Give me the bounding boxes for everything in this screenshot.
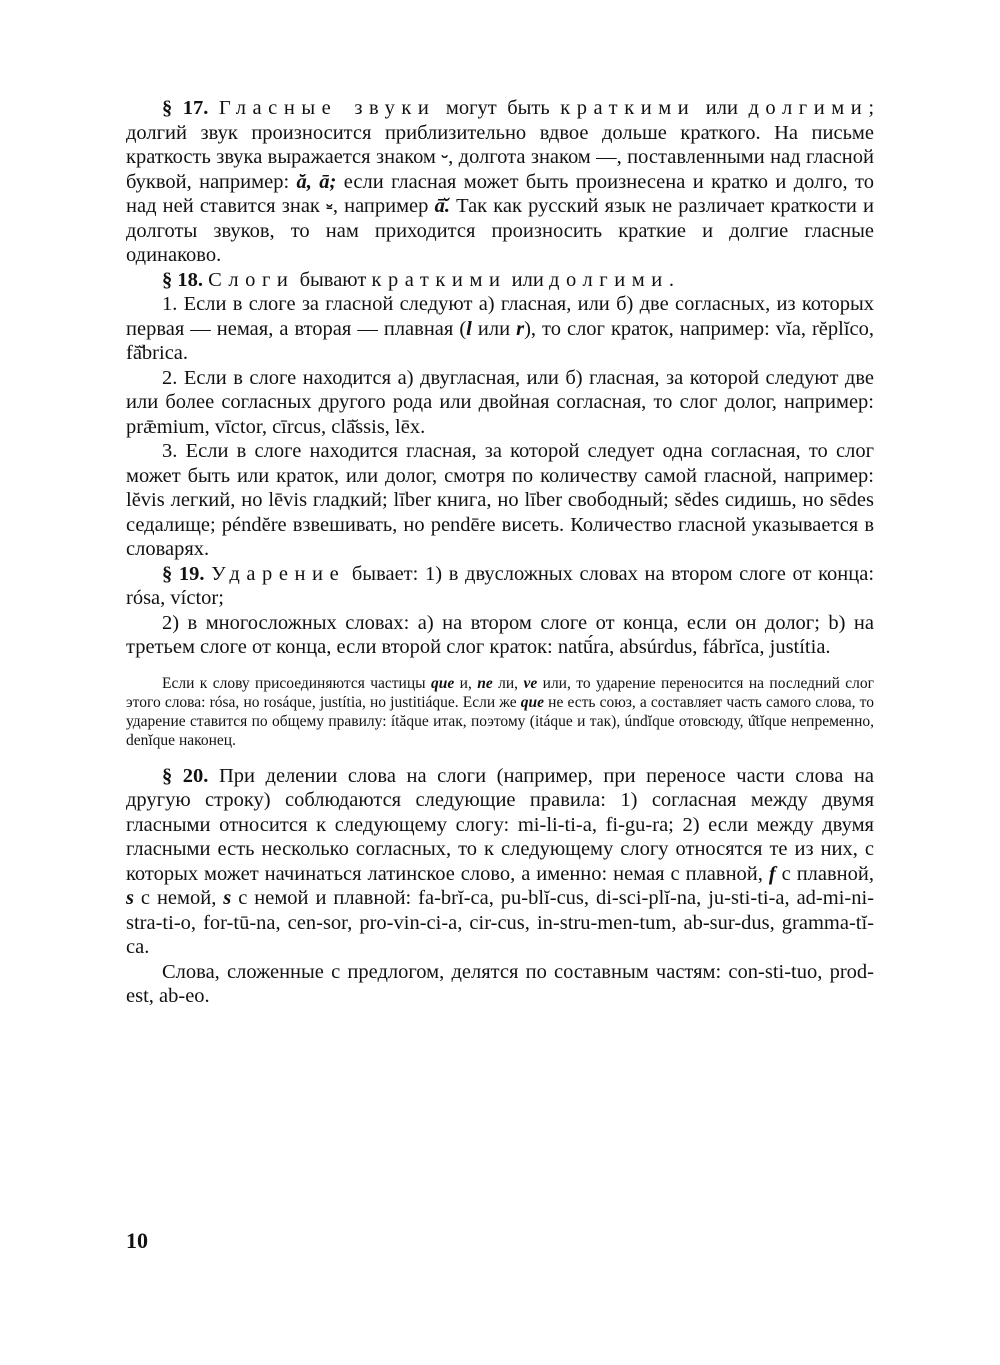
note-text-d: или, то ударение переносится на последний слог этого слова: rósa, но rosáque, justítia, но justitiáque. Если же	[126, 674, 875, 711]
letter-s-2: s	[223, 887, 232, 909]
text-18-1-a: 1. Если в слоге за гласной следуют а) гласная, или б) две согласных, из которых первая — немая, а вторая — плавная (	[126, 293, 874, 340]
section-number-18: § 18.	[162, 268, 203, 291]
term-long-2: долгими	[548, 268, 669, 291]
text-18-b: или	[506, 268, 549, 291]
text-17-d: если гласная может быть произнесена и кратко и долго, то над ней ставится знак ⏓, например	[126, 170, 874, 217]
text-17-b: или	[695, 97, 749, 119]
text-18-1-c: ), то слог краток, например: vĭa, rĕplĭco, fă̆brica.	[126, 317, 875, 364]
paragraph-20	[126, 764, 874, 960]
note-text-c: ли,	[492, 674, 524, 692]
particle-que-2: que	[520, 693, 545, 711]
text-20-b: с плавной,	[775, 862, 874, 885]
section-number-19: § 19.	[162, 562, 205, 585]
text-18-1-b: или	[471, 317, 517, 340]
term-stress: Ударение	[211, 562, 346, 585]
term-long: долгими	[748, 97, 869, 119]
paragraph-18-1	[126, 292, 874, 366]
text-17-e: Так как русский язык не различает краткости и долготы звуков, то нам приходится произносить краткие и долгие гласные одинаково.	[126, 195, 875, 266]
paragraph-18-2: 2. Если в слоге находится а) двугласная, или б) гласная, за которой следуют две или более согласных другого рода или двойная согласная, то слог долог, например: prǣmium, vīctor, cīrcus, clā̆ssis, lēx.	[126, 366, 874, 438]
note-text-a: Если к слову присоединяются частицы	[162, 674, 431, 692]
particle-que: que	[430, 674, 455, 692]
text-19-a: бывает: 1) в двусложных словах на втором слоге от конца: rósa, víctor;	[126, 562, 875, 609]
paragraph-20-2: Слова, сложенные с предлогом, делятся по составным частям: con-sti-tuo, prod-est, ab-eo.	[126, 960, 874, 1007]
term-short: краткими	[560, 97, 696, 119]
text-20-d: с немой и плавной: fa-brĭ-ca, pu-blĭ-cus, di-sci-plĭ-na, ju-sti-ti-a, ad-mi-ni-stra-ti-o, for-tū-na, cen-sor, pro-vin-ci-a, cir-cus, in-stru-men-tum, ab-sur-dus, gramma-tĭ-ca.	[126, 887, 874, 958]
page-text-body	[126, 96, 874, 1009]
text-17-c: ; долгий звук произносится приблизительно вдвое дольше краткого. На письме краткость звука выражается знаком ⏑, долгота знаком —, поставленными над гласной буквой, например:	[126, 97, 875, 193]
example-17-b: ā̆.	[434, 195, 450, 217]
particle-ne: ne	[477, 674, 493, 692]
footnote-paragraph	[126, 674, 874, 750]
note-text-b: и,	[454, 674, 478, 692]
paragraph-17	[126, 96, 874, 268]
footnote-block	[126, 674, 874, 750]
text-17-a: могут быть	[435, 97, 561, 119]
paragraph-18-heading	[126, 268, 874, 293]
letter-r: r	[516, 317, 525, 340]
example-17-a: ă, ā;	[296, 170, 337, 193]
term-vowels: Гласные звуки	[218, 97, 436, 119]
text-20-a: При делении слова на слоги (например, при переносе части слова на другую строку) соблюдаются следующие правила: 1) согласная между двумя гласными относится к следующему слогу: mi-li-ti-a, fi-gu-ra; 2) если между двумя гласными есть несколько согласных, то к следующему слогу относятся те из них, с которых может начинаться латинское слово, а именно: немая с плавной,	[126, 764, 874, 885]
letter-l: l	[466, 317, 472, 340]
note-text-e: не есть союз, а составляет часть самого слова, то ударение ставится по общему правилу: ítăque итак, поэтому (itáque и так), úndĭque отовсюду, ú̆tĭque непременно, denĭque наконец.	[126, 693, 874, 749]
letter-s: s	[126, 887, 134, 909]
text-18-a: бывают	[294, 268, 372, 291]
paragraph-19	[126, 562, 874, 611]
section-number-17: § 17.	[162, 97, 209, 119]
text-18-c: .	[668, 268, 674, 291]
text-20-c: с немой,	[133, 887, 224, 909]
term-short-2: краткими	[371, 268, 507, 291]
letter-f: f	[768, 862, 776, 885]
paragraph-19-2: 2) в многосложных словах: а) на втором слоге от конца, если он долог; b) на третьем слоге от конца, если второй слог краток: natū́ra, absúrdus, fábrĭca, justítia.	[126, 611, 874, 658]
particle-ve: ve	[523, 674, 538, 692]
page-number: 10	[126, 1228, 148, 1253]
section-number-20: § 20.	[162, 764, 209, 787]
paragraph-18-3: 3. Если в слоге находится гласная, за которой следует одна согласная, то слог может быть или краток, или долог, смотря по количеству самой гласной, например: lĕvis легкий, но lēvis гладкий; līber книга, но līber свободный; sĕdes сидишь, но sēdes седалище; péndĕre взвешивать, но pendēre висеть. Количество гласной указывается в словарях.	[126, 440, 874, 560]
term-syllables: Слоги	[208, 268, 295, 291]
